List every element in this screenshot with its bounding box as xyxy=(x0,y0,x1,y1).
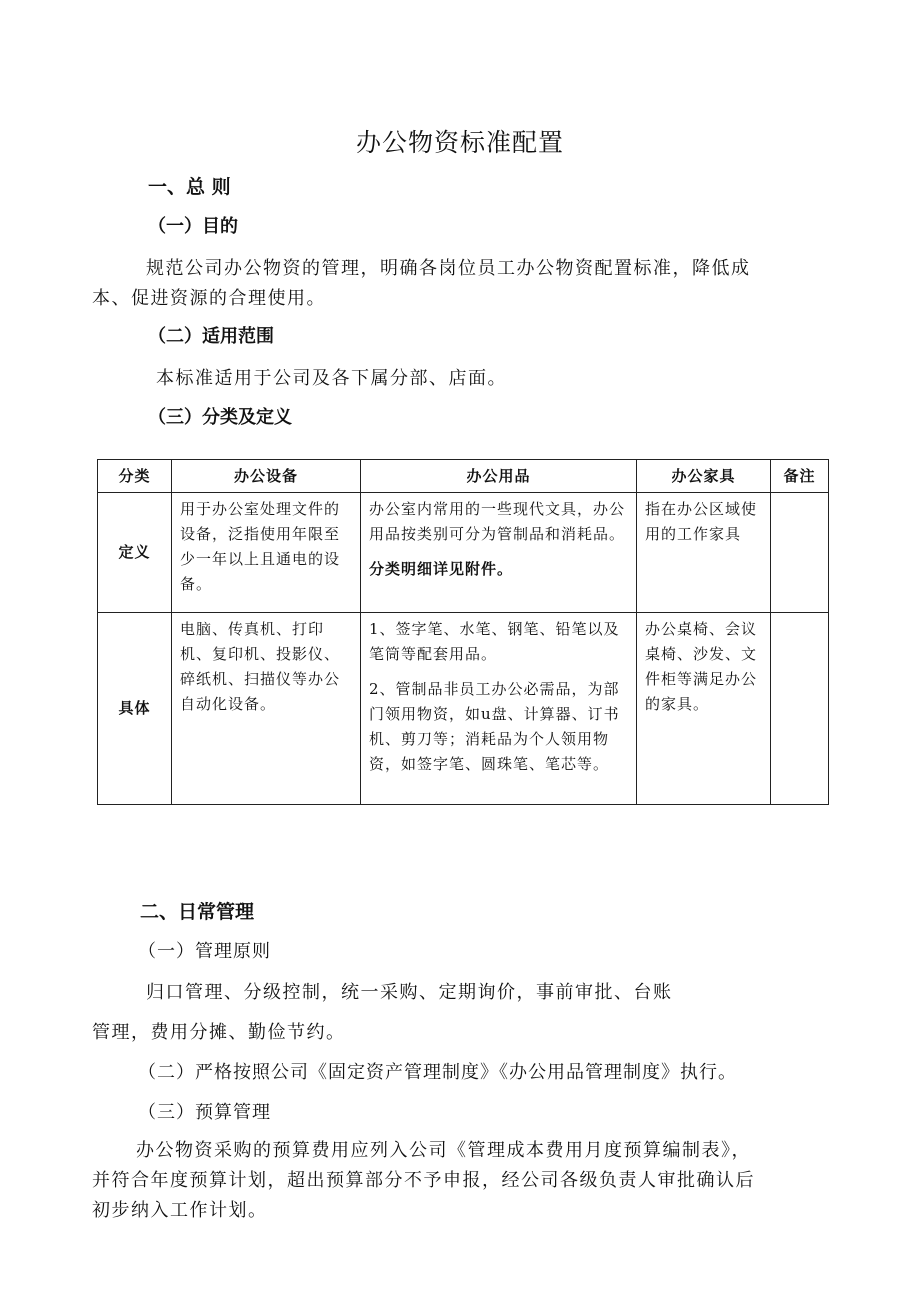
definition-supplies-text: 办公室内常用的一些现代文具，办公用品按类别可分为管制品和消耗品。 xyxy=(369,500,626,543)
specific-supplies-item-1: 1、签字笔、水笔、钢笔、铅笔以及笔筒等配套用品。 xyxy=(369,620,620,663)
scope-text: 本标准适用于公司及各下属分部、店面。 xyxy=(156,368,507,389)
purpose-line-1: 规范公司办公物资的管理，明确各岗位员工办公物资配置标准，降低成 xyxy=(146,258,751,279)
specific-supplies-cell xyxy=(361,613,637,805)
table-row xyxy=(98,493,829,613)
definition-remarks-cell xyxy=(771,493,829,613)
principle-line-2: 管理，费用分摊、勤俭节约。 xyxy=(92,1022,346,1043)
row-label-definition: 定义 xyxy=(98,493,172,613)
header-equipment: 办公设备 xyxy=(172,460,361,493)
purpose-line-2: 本、促进资源的合理使用。 xyxy=(92,288,326,309)
row-label-specific: 具体 xyxy=(98,613,172,805)
specific-furniture-cell: 办公桌椅、会议桌椅、沙发、文件柜等满足办公的家具。 xyxy=(637,613,771,805)
header-furniture: 办公家具 xyxy=(637,460,771,493)
header-remarks: 备注 xyxy=(771,460,829,493)
section-1-sub1-heading: （一）目的 xyxy=(148,216,238,237)
definition-equipment-cell: 用于办公室处理文件的设备，泛指使用年限至少一年以上且通电的设备。 xyxy=(172,493,361,613)
header-category: 分类 xyxy=(98,460,172,493)
section-1-heading: 一、总 则 xyxy=(148,176,231,198)
section-2-sub3-heading: （三）预算管理 xyxy=(138,1102,271,1123)
header-supplies: 办公用品 xyxy=(361,460,637,493)
section-2-heading: 二、日常管理 xyxy=(140,901,255,923)
specific-supplies-item-2: 2、管制品非员工办公必需品，为部门领用物资，如u盘、计算器、订书机、剪刀等；消耗品为个人领用物资，如签字笔、圆珠笔、笔芯等。 xyxy=(369,680,620,773)
specific-remarks-cell xyxy=(771,613,829,805)
section-2-sub2-text: （二）严格按照公司《固定资产管理制度》《办公用品管理制度》执行。 xyxy=(138,1062,737,1083)
section-1-sub3-heading: （三）分类及定义 xyxy=(148,407,292,428)
definition-supplies-note: 分类明细详见附件。 xyxy=(369,560,514,578)
budget-line-3: 初步纳入工作计划。 xyxy=(92,1200,268,1221)
table-header-row xyxy=(98,460,829,493)
definition-furniture-cell: 指在办公区域使用的工作家具 xyxy=(637,493,771,613)
section-2-sub1-heading: （一）管理原则 xyxy=(138,941,271,962)
definition-supplies-cell xyxy=(361,493,637,613)
section-1-sub2-heading: （二）适用范围 xyxy=(148,326,274,347)
specific-equipment-cell: 电脑、传真机、打印机、复印机、投影仪、碎纸机、扫描仪等办公自动化设备。 xyxy=(172,613,361,805)
budget-line-2: 并符合年度预算计划，超出预算部分不予申报，经公司各级负责人审批确认后 xyxy=(92,1170,755,1191)
budget-line-1: 办公物资采购的预算费用应列入公司《管理成本费用月度预算编制表》， xyxy=(136,1140,751,1161)
principle-line-1: 归口管理、分级控制，统一采购、定期询价，事前审批、台账 xyxy=(146,982,673,1003)
classification-table xyxy=(97,459,829,805)
table-row xyxy=(98,613,829,805)
document-title: 办公物资标准配置 xyxy=(355,128,564,157)
